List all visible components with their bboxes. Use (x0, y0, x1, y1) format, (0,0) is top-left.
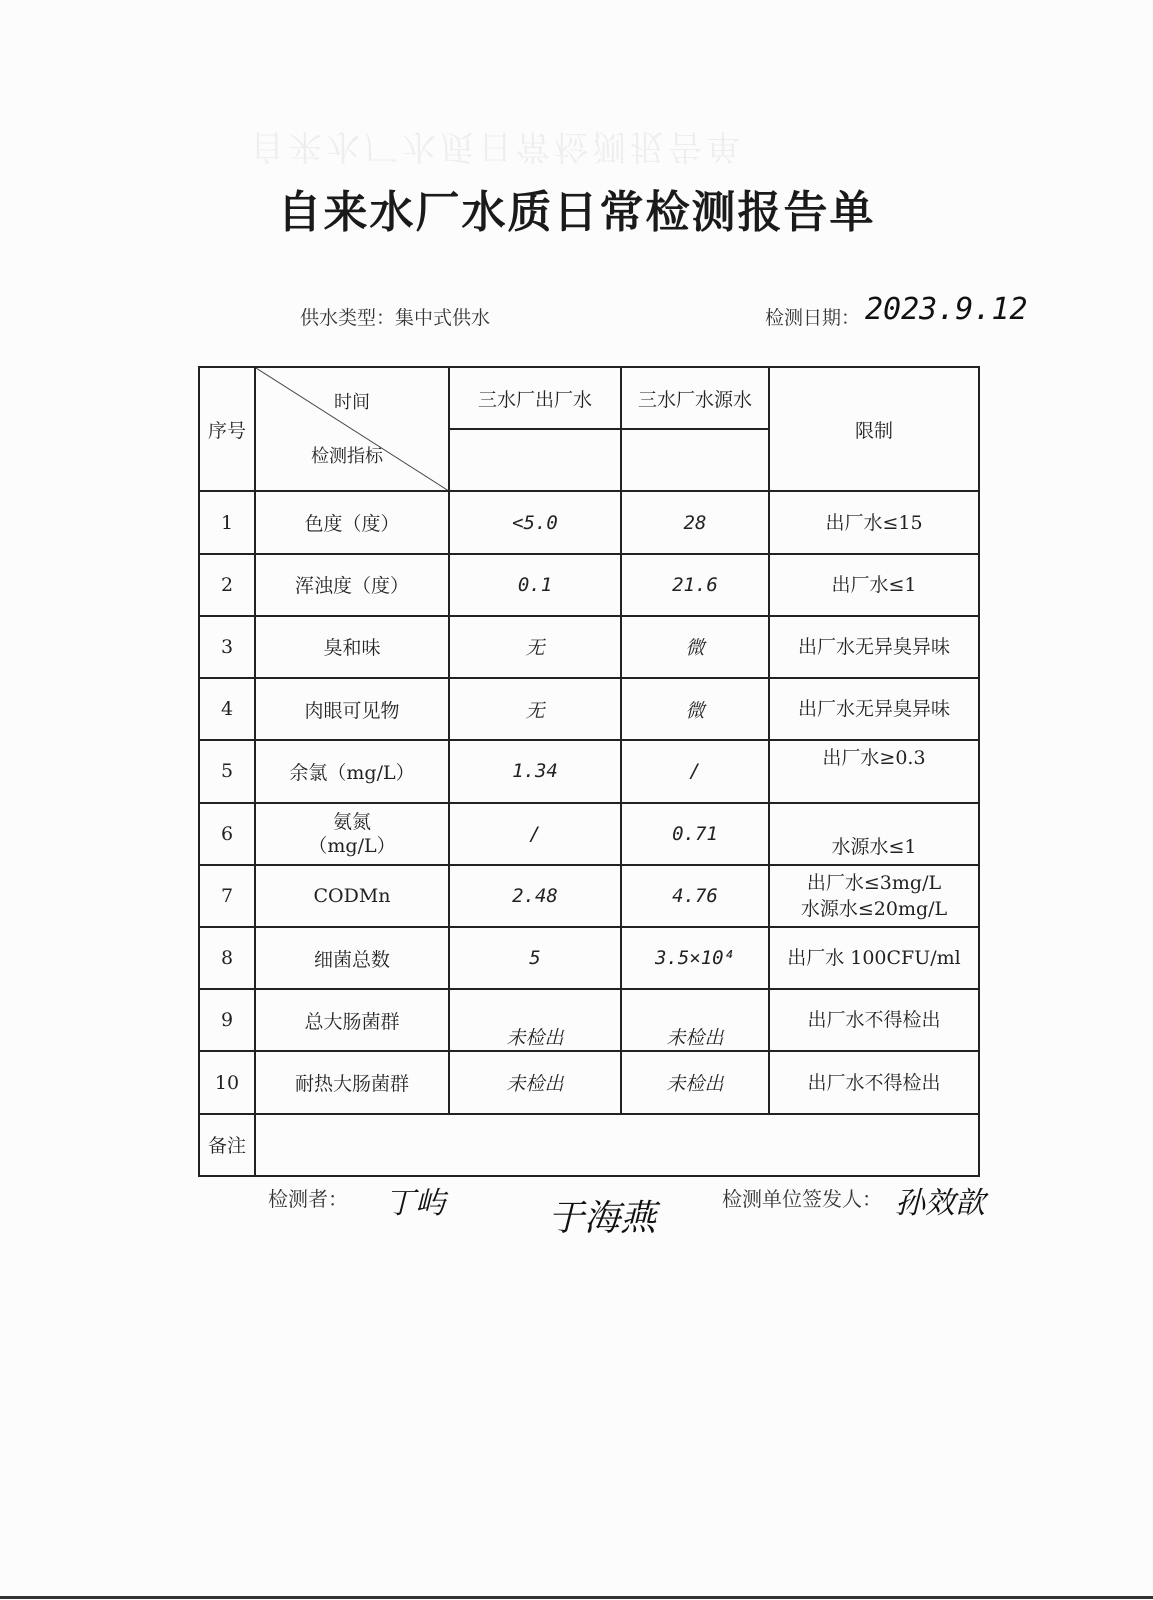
col-limit: 限制 (769, 367, 979, 491)
diagonal-header (255, 367, 449, 491)
row-limit: 出厂水无异臭异味 (769, 678, 979, 740)
table-row (199, 740, 979, 802)
row-indicator: 色度（度） (255, 491, 449, 553)
row-seq: 7 (199, 865, 255, 927)
col-outlet-water: 三水厂出厂水 (449, 367, 621, 429)
table-row (199, 554, 979, 616)
row-source-value: 28 (621, 491, 769, 553)
row-source-value: 微 (621, 678, 769, 740)
test-date-label: 检测日期： (765, 307, 861, 329)
row-limit: 水源水≤1 (769, 803, 979, 865)
row-limit (769, 865, 979, 927)
row-seq: 1 (199, 491, 255, 553)
row-outlet-value: <5.0 (449, 491, 621, 553)
row-source-value: 4.76 (621, 865, 769, 927)
row-indicator-line2: （mg/L） (308, 834, 396, 857)
row-outlet-value: 无 (449, 678, 621, 740)
row-indicator: CODMn (255, 865, 449, 927)
row-indicator-line1: 氨氮 (332, 810, 371, 833)
col-source-water: 三水厂水源水 (621, 367, 769, 429)
outlet-subheader-empty (449, 429, 621, 491)
table-row (199, 803, 979, 865)
row-limit: 出厂水≥0.3 (769, 740, 979, 802)
row-outlet-value: 未检出 (449, 1051, 621, 1113)
row-source-value: 未检出 (621, 1051, 769, 1113)
row-limit-line2: 水源水≤20mg/L (800, 897, 948, 920)
row-outlet-value: 0.1 (449, 554, 621, 616)
supply-type-label: 供水类型： (300, 307, 396, 329)
row-limit: 出厂水不得检出 (769, 989, 979, 1051)
row-seq: 6 (199, 803, 255, 865)
supply-type-value: 集中式供水 (395, 307, 491, 329)
supply-type (300, 303, 490, 330)
row-limit: 出厂水不得检出 (769, 1051, 979, 1113)
row-outlet-value: 无 (449, 616, 621, 678)
row-indicator: 细菌总数 (255, 927, 449, 989)
test-date-value: 2023.9.12 (865, 292, 1028, 327)
row-outlet-value: 2.48 (449, 865, 621, 927)
header-indicator: 检测指标 (311, 446, 383, 467)
row-limit: 出厂水≤1 (769, 554, 979, 616)
seq-header: 序号 (199, 367, 255, 491)
tester-signature-2: 于海燕 (548, 1198, 657, 1239)
table-row (199, 865, 979, 927)
table-row (199, 1051, 979, 1113)
row-seq: 3 (199, 616, 255, 678)
row-seq: 4 (199, 678, 255, 740)
tester-label: 检测者： (268, 1187, 348, 1211)
page-title: 自来水厂水质日常检测报告单 (277, 187, 876, 238)
row-limit: 出厂水无异臭异味 (769, 616, 979, 678)
row-limit: 出厂水 100CFU/ml (769, 927, 979, 989)
table-row (199, 678, 979, 740)
issuer-label: 检测单位签发人： (722, 1187, 882, 1211)
row-seq: 8 (199, 927, 255, 989)
row-outlet-value: 未检出 (449, 989, 621, 1051)
remarks-content (255, 1114, 979, 1176)
table-row (199, 616, 979, 678)
row-indicator: 耐热大肠菌群 (255, 1051, 449, 1113)
header-time: 时间 (334, 392, 370, 413)
remarks-row (199, 1114, 979, 1176)
row-source-value: / (621, 740, 769, 802)
row-source-value: 3.5×10⁴ (621, 927, 769, 989)
row-seq: 5 (199, 740, 255, 802)
row-outlet-value: 1.34 (449, 740, 621, 802)
row-limit: 出厂水≤15 (769, 491, 979, 553)
table-row (199, 927, 979, 989)
diagonal-line (256, 368, 448, 490)
scan-edge-line (0, 1596, 1153, 1599)
row-limit-line1: 出厂水≤3mg/L (806, 871, 942, 894)
tester-signature-1: 丁屿 (385, 1186, 445, 1221)
row-seq: 9 (199, 989, 255, 1051)
row-source-value: 0.71 (621, 803, 769, 865)
table-row (199, 491, 979, 553)
source-subheader-empty (621, 429, 769, 491)
row-seq: 10 (199, 1051, 255, 1113)
row-indicator: 臭和味 (255, 616, 449, 678)
remarks-label: 备注 (199, 1114, 255, 1176)
results-table (198, 366, 980, 1177)
row-seq: 2 (199, 554, 255, 616)
row-indicator: 肉眼可见物 (255, 678, 449, 740)
row-outlet-value: 5 (449, 927, 621, 989)
row-indicator: 余氯（mg/L） (255, 740, 449, 802)
issuer-signature: 孙效歆 (895, 1186, 985, 1221)
row-indicator: 总大肠菌群 (255, 989, 449, 1051)
row-source-value: 21.6 (621, 554, 769, 616)
row-source-value: 未检出 (621, 989, 769, 1051)
table-row (199, 989, 979, 1051)
bleed-through-text: 自来水厂水质日常检测报告单 (250, 126, 744, 166)
row-indicator (255, 803, 449, 865)
row-source-value: 微 (621, 616, 769, 678)
row-outlet-value: / (449, 803, 621, 865)
row-indicator: 浑浊度（度） (255, 554, 449, 616)
